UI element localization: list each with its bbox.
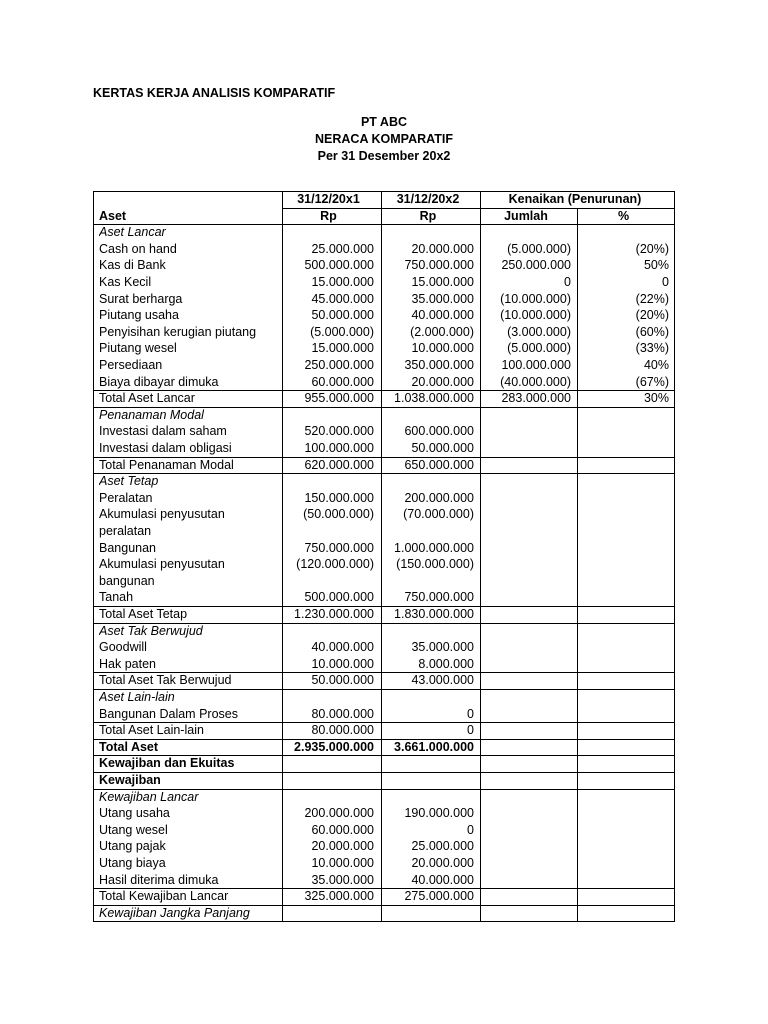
change-percent xyxy=(578,423,669,440)
table-row xyxy=(93,838,675,855)
value-20x2 xyxy=(382,789,474,806)
change-percent xyxy=(578,706,669,723)
row-rule xyxy=(93,888,675,889)
change-percent xyxy=(578,822,669,839)
change-percent xyxy=(578,540,669,557)
change-amount xyxy=(481,573,571,590)
change-percent: 50% xyxy=(643,258,669,273)
company-name: PT ABC xyxy=(360,115,408,129)
report-title: NERACA KOMPARATIF xyxy=(315,132,453,146)
value-20x2: 650.000.000 xyxy=(404,457,474,472)
account-name: Aset Lain-lain xyxy=(99,690,175,704)
table-row xyxy=(93,307,675,324)
account-name: Utang usaha xyxy=(99,806,170,821)
table-row xyxy=(93,855,675,872)
value-20x1: 45.000.000 xyxy=(311,291,374,306)
column-rule xyxy=(577,208,578,922)
change-amount xyxy=(481,540,571,557)
value-20x2: 750.000.000 xyxy=(404,590,474,605)
value-20x2: 40.000.000 xyxy=(411,308,474,323)
table-row xyxy=(93,789,675,806)
account-name: Piutang usaha xyxy=(99,308,179,323)
account-name: Kewajiban xyxy=(99,773,161,787)
value-20x1: 150.000.000 xyxy=(304,490,374,505)
change-amount xyxy=(481,656,571,673)
value-20x1: Rp xyxy=(320,208,337,223)
table-row xyxy=(93,888,675,905)
value-20x1: 250.000.000 xyxy=(304,358,374,372)
row-rule xyxy=(93,457,675,458)
account-name: Total Kewajiban Lancar xyxy=(99,889,229,904)
change-amount: (40.000.000) xyxy=(500,374,571,389)
change-amount xyxy=(481,423,571,440)
value-20x1: 955.000.000 xyxy=(304,391,374,406)
change-amount xyxy=(481,589,571,606)
account-name: Piutang wesel xyxy=(99,341,177,356)
value-20x1 xyxy=(283,473,374,490)
account-name: Total Aset Tetap xyxy=(99,607,188,621)
change-percent xyxy=(578,506,669,523)
value-20x2: 10.000.000 xyxy=(411,341,474,356)
account-name: Penanaman Modal xyxy=(99,407,204,422)
report-period: Per 31 Desember 20x2 xyxy=(317,149,451,163)
column-rule xyxy=(381,191,382,922)
change-percent xyxy=(578,191,669,208)
change-percent xyxy=(578,457,669,474)
table-row xyxy=(93,191,675,208)
table-row xyxy=(93,556,675,573)
change-amount xyxy=(481,739,571,756)
value-20x2 xyxy=(382,473,474,490)
value-20x2: (70.000.000) xyxy=(403,507,474,522)
value-20x2: 1.038.000.000 xyxy=(394,391,474,406)
value-20x1 xyxy=(283,905,374,922)
document-title: KERTAS KERJA ANALISIS KOMPARATIF xyxy=(93,86,336,100)
change-amount xyxy=(481,805,571,822)
value-20x2: 25.000.000 xyxy=(411,839,474,854)
table-row xyxy=(93,523,675,540)
value-20x2 xyxy=(382,905,474,922)
change-amount xyxy=(481,888,571,905)
value-20x1: 2.935.000.000 xyxy=(294,739,374,754)
value-20x2 xyxy=(382,623,474,640)
change-amount: 283.000.000 xyxy=(501,391,571,406)
table-row xyxy=(93,805,675,822)
change-amount xyxy=(481,722,571,739)
change-percent xyxy=(578,440,669,457)
value-20x2 xyxy=(382,755,474,772)
value-20x1: (5.000.000) xyxy=(310,324,374,339)
column-rule xyxy=(674,191,675,922)
change-percent xyxy=(578,672,669,689)
table-row xyxy=(93,224,675,241)
value-20x1: 500.000.000 xyxy=(304,590,374,605)
value-20x1: 50.000.000 xyxy=(311,673,374,688)
column-rule xyxy=(282,191,283,922)
value-20x1 xyxy=(283,224,374,241)
value-20x1 xyxy=(283,523,374,540)
account-name: Bangunan Dalam Proses xyxy=(99,706,238,721)
change-percent: 0 xyxy=(662,275,669,289)
table-row xyxy=(93,340,675,357)
change-amount: 100.000.000 xyxy=(501,358,571,372)
value-20x2: 350.000.000 xyxy=(404,358,474,372)
value-20x1 xyxy=(283,407,374,424)
row-rule xyxy=(93,739,675,740)
value-20x1: 15.000.000 xyxy=(311,341,374,356)
table-row xyxy=(93,390,675,407)
value-20x1: 20.000.000 xyxy=(311,839,374,854)
value-20x1: 50.000.000 xyxy=(311,308,374,323)
account-name: Goodwill xyxy=(99,640,147,655)
account-name: Peralatan xyxy=(99,490,153,505)
value-20x2: 1.000.000.000 xyxy=(394,540,474,555)
value-20x1: 10.000.000 xyxy=(311,656,374,671)
account-name: Utang pajak xyxy=(99,839,166,854)
value-20x1: 620.000.000 xyxy=(304,457,374,472)
table-row xyxy=(93,374,675,391)
table-row xyxy=(93,291,675,308)
row-rule xyxy=(93,789,675,790)
value-20x1: 1.230.000.000 xyxy=(294,607,374,621)
account-name: Aset xyxy=(99,208,127,223)
value-20x2: 750.000.000 xyxy=(404,258,474,273)
table-row xyxy=(93,772,675,789)
row-rule xyxy=(93,905,675,906)
change-amount xyxy=(481,457,571,474)
change-percent xyxy=(578,838,669,855)
table-bottom-rule xyxy=(93,921,675,922)
value-20x2: 20.000.000 xyxy=(411,241,474,256)
value-20x1: 15.000.000 xyxy=(311,275,374,289)
change-percent: (33%) xyxy=(635,341,669,356)
table-row xyxy=(93,473,675,490)
value-20x2: 35.000.000 xyxy=(411,291,474,306)
change-percent xyxy=(578,689,669,706)
change-amount xyxy=(481,689,571,706)
change-amount xyxy=(481,606,571,623)
account-name: Aset Lancar xyxy=(99,225,166,240)
row-rule xyxy=(93,191,675,192)
table-row xyxy=(93,639,675,656)
value-20x2: 0 xyxy=(467,706,474,721)
value-20x1: 60.000.000 xyxy=(311,374,374,389)
change-amount xyxy=(481,872,571,889)
account-name: Hak paten xyxy=(99,656,156,671)
value-20x1: 40.000.000 xyxy=(311,640,374,655)
change-percent: (20%) xyxy=(635,308,669,323)
table-row xyxy=(93,739,675,756)
account-name: Investasi dalam obligasi xyxy=(99,441,232,455)
value-20x1: 60.000.000 xyxy=(311,822,374,837)
account-name: peralatan xyxy=(99,524,152,538)
value-20x2 xyxy=(382,407,474,424)
value-20x1: 31/12/20x1 xyxy=(297,192,360,206)
account-name: bangunan xyxy=(99,573,155,588)
table-row xyxy=(93,905,675,922)
change-amount: Kenaikan (Penurunan) xyxy=(508,192,642,206)
value-20x2: (150.000.000) xyxy=(396,557,474,572)
change-percent xyxy=(578,639,669,656)
change-percent xyxy=(578,888,669,905)
change-amount xyxy=(481,407,571,424)
value-20x1 xyxy=(283,689,374,706)
row-rule xyxy=(93,407,675,408)
account-name xyxy=(99,191,283,208)
change-percent xyxy=(578,739,669,756)
change-percent xyxy=(578,789,669,806)
change-percent xyxy=(578,623,669,640)
change-percent xyxy=(578,490,669,507)
value-20x1: 100.000.000 xyxy=(304,441,374,455)
value-20x1: 80.000.000 xyxy=(311,706,374,721)
value-20x1: 35.000.000 xyxy=(311,872,374,887)
value-20x1: 25.000.000 xyxy=(311,241,374,256)
value-20x1: 10.000.000 xyxy=(311,856,374,870)
table-row xyxy=(93,423,675,440)
change-amount: (3.000.000) xyxy=(507,324,571,339)
table-row xyxy=(93,324,675,341)
account-name: Kewajiban Jangka Panjang xyxy=(99,905,250,920)
change-amount xyxy=(481,490,571,507)
change-amount: 250.000.000 xyxy=(501,258,571,273)
change-amount: (10.000.000) xyxy=(500,308,571,323)
change-percent: % xyxy=(617,208,630,223)
account-name: Kewajiban Lancar xyxy=(99,789,199,804)
row-rule xyxy=(282,208,675,209)
value-20x2: 35.000.000 xyxy=(411,640,474,655)
change-amount xyxy=(481,506,571,523)
row-rule xyxy=(93,224,675,225)
change-amount xyxy=(481,838,571,855)
value-20x1: 325.000.000 xyxy=(304,889,374,904)
value-20x2: 43.000.000 xyxy=(411,673,474,688)
value-20x1: (120.000.000) xyxy=(296,557,374,572)
value-20x2: 200.000.000 xyxy=(404,490,474,505)
change-percent xyxy=(578,556,669,573)
account-name: Bangunan xyxy=(99,540,157,555)
table-row xyxy=(93,407,675,424)
value-20x2: 190.000.000 xyxy=(404,806,474,821)
account-name: Total Aset Tak Berwujud xyxy=(99,673,232,688)
table-row xyxy=(93,606,675,623)
comparative-balance-sheet-table xyxy=(93,191,675,921)
row-rule xyxy=(93,772,675,773)
account-name: Kas Kecil xyxy=(99,275,152,289)
table-row xyxy=(93,656,675,673)
table-row xyxy=(93,755,675,772)
change-percent xyxy=(578,573,669,590)
value-20x1: 200.000.000 xyxy=(304,806,374,821)
change-percent xyxy=(578,855,669,872)
account-name: Aset Tetap xyxy=(99,474,159,489)
value-20x1 xyxy=(283,755,374,772)
change-percent xyxy=(578,772,669,789)
change-amount xyxy=(481,755,571,772)
value-20x1: 520.000.000 xyxy=(304,424,374,439)
change-amount xyxy=(481,772,571,789)
value-20x1 xyxy=(283,623,374,640)
value-20x2: 31/12/20x2 xyxy=(396,192,460,206)
value-20x2: 20.000.000 xyxy=(411,374,474,389)
table-row xyxy=(93,540,675,557)
table-row xyxy=(93,490,675,507)
value-20x2 xyxy=(382,224,474,241)
row-rule xyxy=(93,623,675,624)
account-name: Akumulasi penyusutan xyxy=(99,557,225,572)
change-amount: 0 xyxy=(564,275,571,289)
change-amount xyxy=(481,789,571,806)
value-20x1: 500.000.000 xyxy=(304,258,374,273)
change-percent: (67%) xyxy=(635,374,669,389)
row-rule xyxy=(93,473,675,474)
table-row xyxy=(93,872,675,889)
change-amount xyxy=(481,639,571,656)
table-row xyxy=(93,440,675,457)
change-percent: (20%) xyxy=(635,241,669,256)
value-20x1 xyxy=(283,789,374,806)
value-20x1: 750.000.000 xyxy=(304,540,374,555)
table-row xyxy=(93,257,675,274)
row-rule xyxy=(93,722,675,723)
value-20x1 xyxy=(283,573,374,590)
column-rule xyxy=(93,191,94,922)
change-percent xyxy=(578,905,669,922)
change-percent xyxy=(578,755,669,772)
value-20x1 xyxy=(283,772,374,789)
table-row xyxy=(93,573,675,590)
table-row xyxy=(93,357,675,374)
table-row xyxy=(93,506,675,523)
value-20x2: 1.830.000.000 xyxy=(394,607,474,621)
account-name: Kas di Bank xyxy=(99,258,166,273)
value-20x2: 50.000.000 xyxy=(411,441,474,455)
column-rule xyxy=(480,191,481,922)
account-name: Akumulasi penyusutan xyxy=(99,507,225,522)
value-20x2: 8.000.000 xyxy=(418,656,474,671)
value-20x2: 0 xyxy=(467,822,474,837)
account-name: Investasi dalam saham xyxy=(99,424,227,439)
account-name: Utang wesel xyxy=(99,822,168,837)
change-amount xyxy=(481,523,571,540)
value-20x2: Rp xyxy=(419,208,437,223)
value-20x2: 3.661.000.000 xyxy=(394,739,474,754)
change-percent xyxy=(578,589,669,606)
account-name: Total Penanaman Modal xyxy=(99,457,234,472)
value-20x2: 275.000.000 xyxy=(404,889,474,904)
value-20x2 xyxy=(382,573,474,590)
value-20x2 xyxy=(382,772,474,789)
table-row xyxy=(93,722,675,739)
change-amount: (5.000.000) xyxy=(507,341,571,356)
account-name: Persediaan xyxy=(99,358,163,372)
table-row xyxy=(93,623,675,640)
change-amount xyxy=(481,224,571,241)
row-rule xyxy=(93,606,675,607)
value-20x2: 600.000.000 xyxy=(404,424,474,439)
change-amount xyxy=(481,706,571,723)
account-name: Utang biaya xyxy=(99,856,166,870)
table-row xyxy=(93,589,675,606)
change-percent xyxy=(578,872,669,889)
value-20x2: 20.000.000 xyxy=(411,856,474,870)
account-name: Total Aset Lain-lain xyxy=(99,723,204,738)
account-name: Cash on hand xyxy=(99,241,177,256)
value-20x2 xyxy=(382,689,474,706)
row-rule xyxy=(93,755,675,756)
account-name: Hasil diterima dimuka xyxy=(99,872,219,887)
change-amount xyxy=(481,623,571,640)
account-name: Kewajiban dan Ekuitas xyxy=(99,756,235,771)
account-name: Aset Tak Berwujud xyxy=(99,623,203,638)
change-amount xyxy=(481,822,571,839)
value-20x2: (2.000.000) xyxy=(410,324,474,339)
value-20x2: 0 xyxy=(467,723,474,738)
change-percent xyxy=(578,606,669,623)
table-row xyxy=(93,672,675,689)
change-amount xyxy=(481,855,571,872)
row-rule xyxy=(93,689,675,690)
table-row xyxy=(93,208,675,225)
change-amount xyxy=(481,473,571,490)
account-name: Total Aset Lancar xyxy=(99,391,195,406)
value-20x1: (50.000.000) xyxy=(303,507,374,522)
table-row xyxy=(93,706,675,723)
change-amount xyxy=(481,440,571,457)
account-name: Total Aset xyxy=(99,739,159,754)
change-percent xyxy=(578,473,669,490)
change-percent: (22%) xyxy=(635,291,669,306)
table-row xyxy=(93,689,675,706)
change-percent xyxy=(578,805,669,822)
account-name: Biaya dibayar dimuka xyxy=(99,374,219,389)
change-amount: (10.000.000) xyxy=(500,291,571,306)
table-row xyxy=(93,241,675,258)
change-percent xyxy=(578,656,669,673)
value-20x2: 15.000.000 xyxy=(411,275,474,289)
change-percent: 30% xyxy=(643,391,669,406)
table-row xyxy=(93,822,675,839)
value-20x1: 80.000.000 xyxy=(311,723,374,738)
account-name: Tanah xyxy=(99,590,134,605)
change-percent xyxy=(578,523,669,540)
value-20x2 xyxy=(382,523,474,540)
change-amount xyxy=(481,672,571,689)
change-amount: (5.000.000) xyxy=(507,241,571,256)
change-percent: 40% xyxy=(643,358,669,372)
change-amount: Jumlah xyxy=(504,208,548,223)
change-percent: (60%) xyxy=(635,324,669,339)
change-amount xyxy=(481,556,571,573)
table-row xyxy=(93,457,675,474)
change-amount xyxy=(481,905,571,922)
value-20x2: 40.000.000 xyxy=(411,872,474,887)
account-name: Penyisihan kerugian piutang xyxy=(99,324,257,339)
account-name: Surat berharga xyxy=(99,291,183,306)
change-percent xyxy=(578,722,669,739)
row-rule xyxy=(93,390,675,391)
change-percent xyxy=(578,407,669,424)
row-rule xyxy=(93,672,675,673)
table-row xyxy=(93,274,675,291)
change-percent xyxy=(578,224,669,241)
